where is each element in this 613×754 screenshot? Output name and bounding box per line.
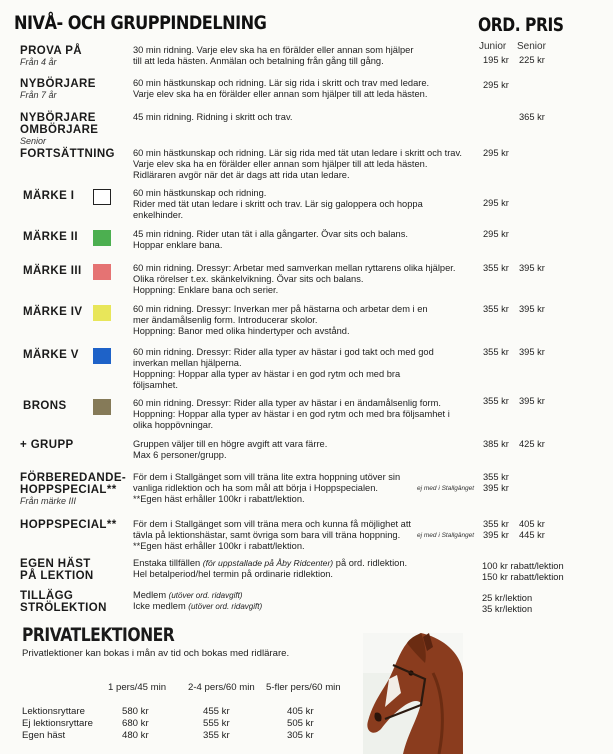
level-description: Icke medlem (utöver ord. ridavgift) <box>133 601 263 611</box>
level-name: HOPPSPECIAL** <box>20 519 117 531</box>
level-description: Hoppning: Enklare bana och serier. <box>133 285 279 296</box>
private-column-header: 1 pers/45 min <box>108 682 167 693</box>
level-description: Varje elev ska ha en förälder eller annan som hjälper till att leda hästen. <box>133 159 428 170</box>
private-price: 580 kr <box>122 706 149 717</box>
level-name: STRÖLEKTION <box>20 602 107 614</box>
level-description: 60 min hästkunskap och ridning. Lär sig rida i skritt och trav med ledare. <box>133 78 430 88</box>
private-column-header: 5-fler pers/60 min <box>266 682 341 693</box>
level-description: Hoppning: Hoppar alla typer av hästar i en god rytm och med bra <box>133 369 401 380</box>
price-senior: 365 kr <box>519 112 545 122</box>
private-intro: Privatlektioner kan bokas i mån av tid och bokas med ridlärare. <box>22 648 290 659</box>
level-description: 45 min ridning. Ridning i skritt och trav. <box>133 112 293 122</box>
level-name: EGEN HÄST <box>20 558 91 570</box>
price-junior: 355 kr <box>483 472 509 482</box>
level-name: MÄRKE I <box>23 190 75 202</box>
level-description: 60 min hästkunskap och ridning. <box>133 188 267 198</box>
level-description: För dem i Stallgänget som vill träna mera och kunna få möjlighet att <box>133 519 412 529</box>
level-description: inverkan mellan hjälperna. <box>133 358 242 369</box>
price-junior: 295 kr <box>483 148 509 158</box>
not-included-note: ej med i Stallgänget <box>417 485 475 492</box>
level-description: Rider med tät utan ledare i skritt och trav. Lär sig galoppera och hoppa <box>133 199 423 210</box>
level-description: Max 6 personer/grupp. <box>133 450 227 461</box>
price-junior: 355 kr <box>483 347 509 357</box>
private-row-label: Lektionsryttare <box>22 706 85 717</box>
level-name: NYBÖRJARE <box>20 112 96 124</box>
badge-color-swatch <box>93 189 111 205</box>
level-description: vanliga ridlektion och ha som mål att börja i Hoppspecialen. <box>133 483 378 494</box>
price-junior: 295 kr <box>483 198 509 208</box>
private-price: 355 kr <box>203 730 230 741</box>
level-description: följsamhet. <box>133 380 178 391</box>
level-description: tävla på lektionshästar, samt övriga som bara vill träna hoppning. <box>133 530 401 541</box>
private-row-label: Egen häst <box>22 730 66 741</box>
horse-photo <box>363 633 463 754</box>
price-senior: 395 kr <box>519 396 545 406</box>
price-senior: 405 kr <box>519 519 545 529</box>
level-subtitle: Från märke III <box>20 496 77 506</box>
level-name: FORTSÄTTNING <box>20 148 115 160</box>
level-description: Hoppar enklare bana. <box>133 240 223 251</box>
level-description: Ridläraren avgör när det är dags att rida utan ledare. <box>133 170 350 181</box>
level-description: 30 min ridning. Varje elev ska ha en förälder eller annan som hjälper <box>133 45 414 55</box>
price-junior: 355 kr <box>483 263 509 273</box>
horse-image <box>363 633 463 754</box>
level-name: MÄRKE V <box>23 349 79 361</box>
price-junior: 295 kr <box>483 229 509 239</box>
private-price: 405 kr <box>287 706 314 717</box>
level-description: Hoppning: Banor med olika hindertyper och avstånd. <box>133 326 350 337</box>
level-description: Hel betalperiod/hel termin på ordinarie ridlektion. <box>133 569 333 579</box>
price-title: ORD. PRIS <box>478 14 564 36</box>
level-subtitle: Senior <box>20 136 47 146</box>
price-junior: 385 kr <box>483 439 509 449</box>
badge-color-swatch <box>93 264 111 280</box>
level-description: Enstaka tillfällen (för uppstallade på Åby Ridcenter) på ord. ridlektion. <box>133 558 408 568</box>
price-junior: 355 kr <box>483 396 509 406</box>
private-row-label: Ej lektionsryttare <box>22 718 93 729</box>
level-name: TILLÄGG <box>20 590 74 602</box>
level-description: Varje elev ska ha en förälder eller annan som hjälper till att leda hästen. <box>133 89 428 100</box>
price-discount: 25 kr/lektion <box>482 593 533 603</box>
price-junior: 355 kr <box>483 304 509 314</box>
price-senior: 425 kr <box>519 439 545 449</box>
private-price: 505 kr <box>287 718 314 729</box>
level-name: FÖRBEREDANDE- <box>20 472 127 484</box>
level-name: HOPPSPECIAL** <box>20 484 117 496</box>
level-name: OMBÖRJARE <box>20 124 99 136</box>
private-price: 305 kr <box>287 730 314 741</box>
level-description: Hoppning: Hoppar alla typer av hästar i en god rytm och med bra följsamhet i <box>133 409 450 420</box>
badge-color-swatch <box>93 230 111 246</box>
level-name: PROVA PÅ <box>20 45 82 57</box>
price-junior: 355 kr <box>483 519 509 529</box>
price-senior: 445 kr <box>519 530 545 540</box>
price-senior: 225 kr <box>519 55 545 65</box>
level-name: MÄRKE III <box>23 265 82 277</box>
level-name: MÄRKE IV <box>23 306 83 318</box>
level-description: **Egen häst erhåller 100kr i rabatt/lektion. <box>133 494 305 505</box>
price-discount: 100 kr rabatt/lektion <box>482 561 564 571</box>
level-description: 45 min ridning. Rider utan tät i alla gångarter. Övar sits och balans. <box>133 229 408 239</box>
level-subtitle: Från 4 år <box>20 57 57 67</box>
level-description: mer ändamålsenlig form. Introducerar skolor. <box>133 315 318 326</box>
price-junior: 395 kr <box>483 483 509 493</box>
price-junior: 395 kr <box>483 530 509 540</box>
level-description: 60 min hästkunskap och ridning. Lär sig rida med tät utan ledare i skritt och trav. <box>133 148 462 158</box>
price-junior: 195 kr <box>483 55 509 65</box>
level-name: + GRUPP <box>20 439 74 451</box>
not-included-note: ej med i Stallgänget <box>417 532 475 539</box>
level-description: Gruppen väljer till en högre avgift att vara färre. <box>133 439 328 449</box>
badge-color-swatch <box>93 348 111 364</box>
private-title: PRIVATLEKTIONER <box>22 624 175 646</box>
level-description: enkelhinder. <box>133 210 184 221</box>
price-junior: 295 kr <box>483 80 509 90</box>
private-column-header: 2-4 pers/60 min <box>188 682 255 693</box>
level-name: PÅ LEKTION <box>20 570 94 582</box>
price-discount: 35 kr/lektion <box>482 604 533 614</box>
price-senior: 395 kr <box>519 304 545 314</box>
level-description: olika hoppövningar. <box>133 420 214 431</box>
level-name: MÄRKE II <box>23 231 78 243</box>
level-description: **Egen häst erhåller 100kr i rabatt/lektion. <box>133 541 305 552</box>
level-description: För dem i Stallgänget som vill träna lite extra hoppning utöver sin <box>133 472 401 482</box>
badge-color-swatch <box>93 305 111 321</box>
level-description: 60 min ridning. Dressyr: Rider alla typer av hästar i en ändamålsenlig form. <box>133 398 441 408</box>
price-senior: 395 kr <box>519 263 545 273</box>
private-price: 680 kr <box>122 718 149 729</box>
level-subtitle: Från 7 år <box>20 90 57 100</box>
level-description: Medlem (utöver ord. ridavgift) <box>133 590 243 600</box>
level-description: 60 min ridning. Dressyr: Inverkan mer på hästarna och arbetar dem i en <box>133 304 428 314</box>
level-name: NYBÖRJARE <box>20 78 96 90</box>
price-senior: 395 kr <box>519 347 545 357</box>
page-title: NIVÅ- OCH GRUPPINDELNING <box>14 12 267 34</box>
column-junior: Junior <box>479 41 507 52</box>
level-description: 60 min ridning. Dressyr: Rider alla typer av hästar i god takt och med god <box>133 347 434 357</box>
column-senior: Senior <box>517 41 546 52</box>
private-price: 455 kr <box>203 706 230 717</box>
price-discount: 150 kr rabatt/lektion <box>482 572 564 582</box>
private-price: 555 kr <box>203 718 230 729</box>
level-name: BRONS <box>23 400 67 412</box>
level-description: 60 min ridning. Dressyr: Arbetar med samverkan mellan ryttarens olika hjälper. <box>133 263 456 273</box>
badge-color-swatch <box>93 399 111 415</box>
level-description: Olika rörelser t.ex. skänkelvikning. Övar sits och balans. <box>133 274 364 285</box>
level-description: till att leda hästen. Anmälan och betalning från gång till gång. <box>133 56 384 67</box>
private-price: 480 kr <box>122 730 149 741</box>
